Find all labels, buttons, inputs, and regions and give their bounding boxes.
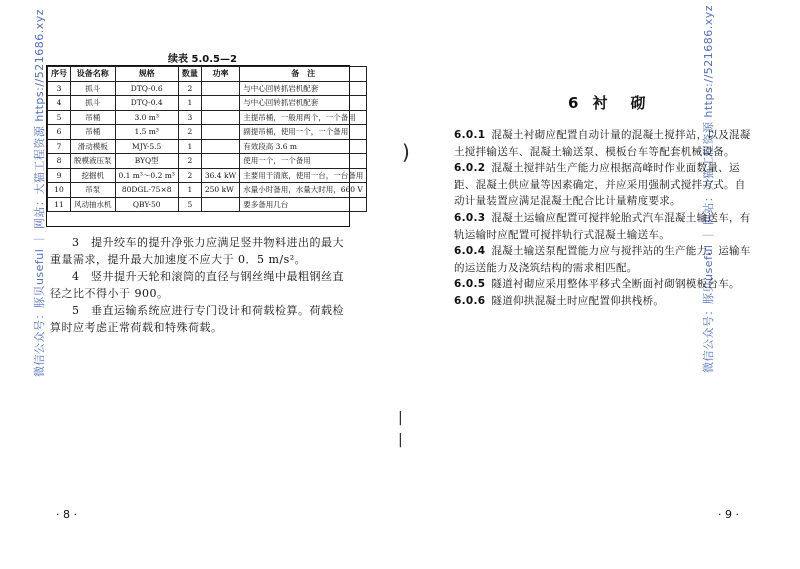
table-row [48, 110, 367, 125]
cell: 有效段高 3.6 m [240, 139, 367, 154]
binding-mark: | [398, 410, 403, 426]
cell: 滑动模板 [71, 139, 116, 154]
clause-number: 6.0.4 [454, 245, 486, 257]
table-row [48, 168, 367, 183]
cell: 250 kW [201, 183, 239, 198]
table-row [48, 125, 367, 140]
watermark-left: 微信公众号：豚贝useful ｜ 网站：大猫工程资源 https://521686.xyz [33, 8, 47, 378]
col-header: 备 注 [240, 67, 367, 82]
cell: 副提吊桶，使用一个，一个备用 [240, 125, 367, 140]
clause-6-0-2 [454, 160, 754, 210]
cell: 1 [178, 139, 201, 154]
cell: DTQ-0.6 [115, 81, 178, 96]
cell: 4 [48, 96, 71, 111]
cell: 抓斗 [71, 81, 116, 96]
clause-text: 隧道衬砌应采用整体平移式全断面衬砌钢模板台车。 [491, 278, 740, 290]
cell: 10 [48, 183, 71, 198]
table-row [48, 183, 367, 198]
paragraph-4: 4 竖井提升天轮和滚筒的直径与钢丝绳中最粗钢丝直径之比不得小于 900。 [50, 270, 344, 300]
cell: 2 [178, 125, 201, 140]
cell: 5 [178, 197, 201, 212]
clause-number: 6.0.2 [454, 162, 486, 174]
table-row [48, 139, 367, 154]
page-number-left: · 8 · [56, 508, 77, 521]
cell: 1 [178, 183, 201, 198]
cell: 36.4 kW [201, 168, 239, 183]
cell: 抓斗 [71, 96, 116, 111]
clause-text: 混凝土搅拌站生产能力应根据高峰时作业面数量、运距、混凝土供应量等因素确定，并应采用强制式搅拌方式。自动计量装置应满足混凝土配合比计量精度要求。 [454, 162, 746, 207]
table-row [48, 81, 367, 96]
section-number: 6 [568, 94, 583, 112]
clause-text: 混凝土运输应配置可搅拌轮胎式汽车混凝土输送车，有轨运输时应配置可搅拌轨行式混凝土输送车。 [454, 212, 751, 241]
cell: 3.0 m³ [115, 110, 178, 125]
table-row [48, 154, 367, 169]
col-header: 功率 [201, 67, 239, 82]
paragraph-3: 3 提升绞车的提升净张力应满足竖井物料进出的最大重量需求，提升最大加速度不应大于 0．5 m/s²。 [50, 236, 344, 266]
cell: 吊泵 [71, 183, 116, 198]
cell: 水量小时备用，水量大时用，660 V [240, 183, 367, 198]
col-header: 规格 [115, 67, 178, 82]
cell: MJY-5.5 [115, 139, 178, 154]
table-title: 续表 5.0.5—2 [168, 54, 237, 65]
cell: 1 [178, 96, 201, 111]
table-header-row [48, 67, 367, 82]
cell: 吊桶 [71, 110, 116, 125]
clause-text: 混凝土衬砌应配置自动计量的混凝土搅拌站，以及混凝土搅拌输送车、混凝土输送泵、模板台车等配套机械设备。 [454, 129, 751, 158]
cell: 使用一个，一个备用 [240, 154, 367, 169]
cell: 3 [178, 110, 201, 125]
clause-text: 混凝土输送泵配置能力应与搅拌站的生产能力、运输车的运送能力及浇筑结构的需求相匹配。 [454, 245, 751, 274]
cell: QBY-50 [115, 197, 178, 212]
cell: 80DGL-75×8 [115, 183, 178, 198]
cell: 挖掘机 [71, 168, 116, 183]
cell: 要多备用几台 [240, 197, 367, 212]
col-header: 序号 [48, 67, 71, 82]
cell: 9 [48, 168, 71, 183]
cell: 脱模液压泵 [71, 154, 116, 169]
cell: 主要用于清底，使用一台，一台备用 [240, 168, 367, 183]
cell: 吊桶 [71, 125, 116, 140]
cell: 5 [48, 110, 71, 125]
cell: 2 [178, 168, 201, 183]
col-header: 数量 [178, 67, 201, 82]
clause-6-0-5 [454, 276, 754, 293]
clause-6-0-6 [454, 293, 754, 310]
cell: DTQ-0.4 [115, 96, 178, 111]
col-header: 设备名称 [71, 67, 116, 82]
clause-6-0-3 [454, 210, 754, 243]
cell [201, 139, 239, 154]
section-name: 衬 砌 [592, 94, 650, 112]
cell: 与中心回转抓岩机配套 [240, 96, 367, 111]
cell: 主提吊桶，一般用两个，一个备用 [240, 110, 367, 125]
paragraph-5: 5 垂直运输系统应进行专门设计和荷载检算。荷载检算时应考虑正常荷载和特殊荷载。 [50, 304, 344, 334]
binding-mark: ) [402, 140, 410, 164]
cell [201, 81, 239, 96]
cell [201, 110, 239, 125]
clause-6-0-4 [454, 243, 754, 276]
cell: 0.1 m³～0.2 m³ [115, 168, 178, 183]
cell [201, 197, 239, 212]
cell [201, 96, 239, 111]
watermark-right: 微信公众号：豚贝useful ｜ 网站：大猫工程资源 https://521686.xyz [702, 4, 715, 373]
cell: 7 [48, 139, 71, 154]
cell [201, 154, 239, 169]
cell: 11 [48, 197, 71, 212]
cell: 8 [48, 154, 71, 169]
binding-mark: | [398, 432, 403, 448]
cell: 6 [48, 125, 71, 140]
table-row [48, 197, 367, 212]
cell: BYQ型 [115, 154, 178, 169]
cell: 3 [48, 81, 71, 96]
clause-number: 6.0.1 [454, 129, 486, 141]
cell: 与中心回转抓岩机配套 [240, 81, 367, 96]
clause-number: 6.0.6 [454, 295, 486, 307]
cell [201, 125, 239, 140]
table-row [48, 96, 367, 111]
cell: 风动抽水机 [71, 197, 116, 212]
section-title [568, 92, 659, 113]
clause-number: 6.0.5 [454, 278, 486, 290]
page-number-right: · 9 · [718, 508, 739, 521]
cell: 2 [178, 81, 201, 96]
clause-6-0-1 [454, 127, 754, 160]
cell: 2 [178, 154, 201, 169]
cell: 1.5 m³ [115, 125, 178, 140]
equipment-table [47, 66, 367, 212]
clause-text: 隧道仰拱混凝土时应配置仰拱栈桥。 [491, 295, 665, 307]
clause-number: 6.0.3 [454, 212, 486, 224]
